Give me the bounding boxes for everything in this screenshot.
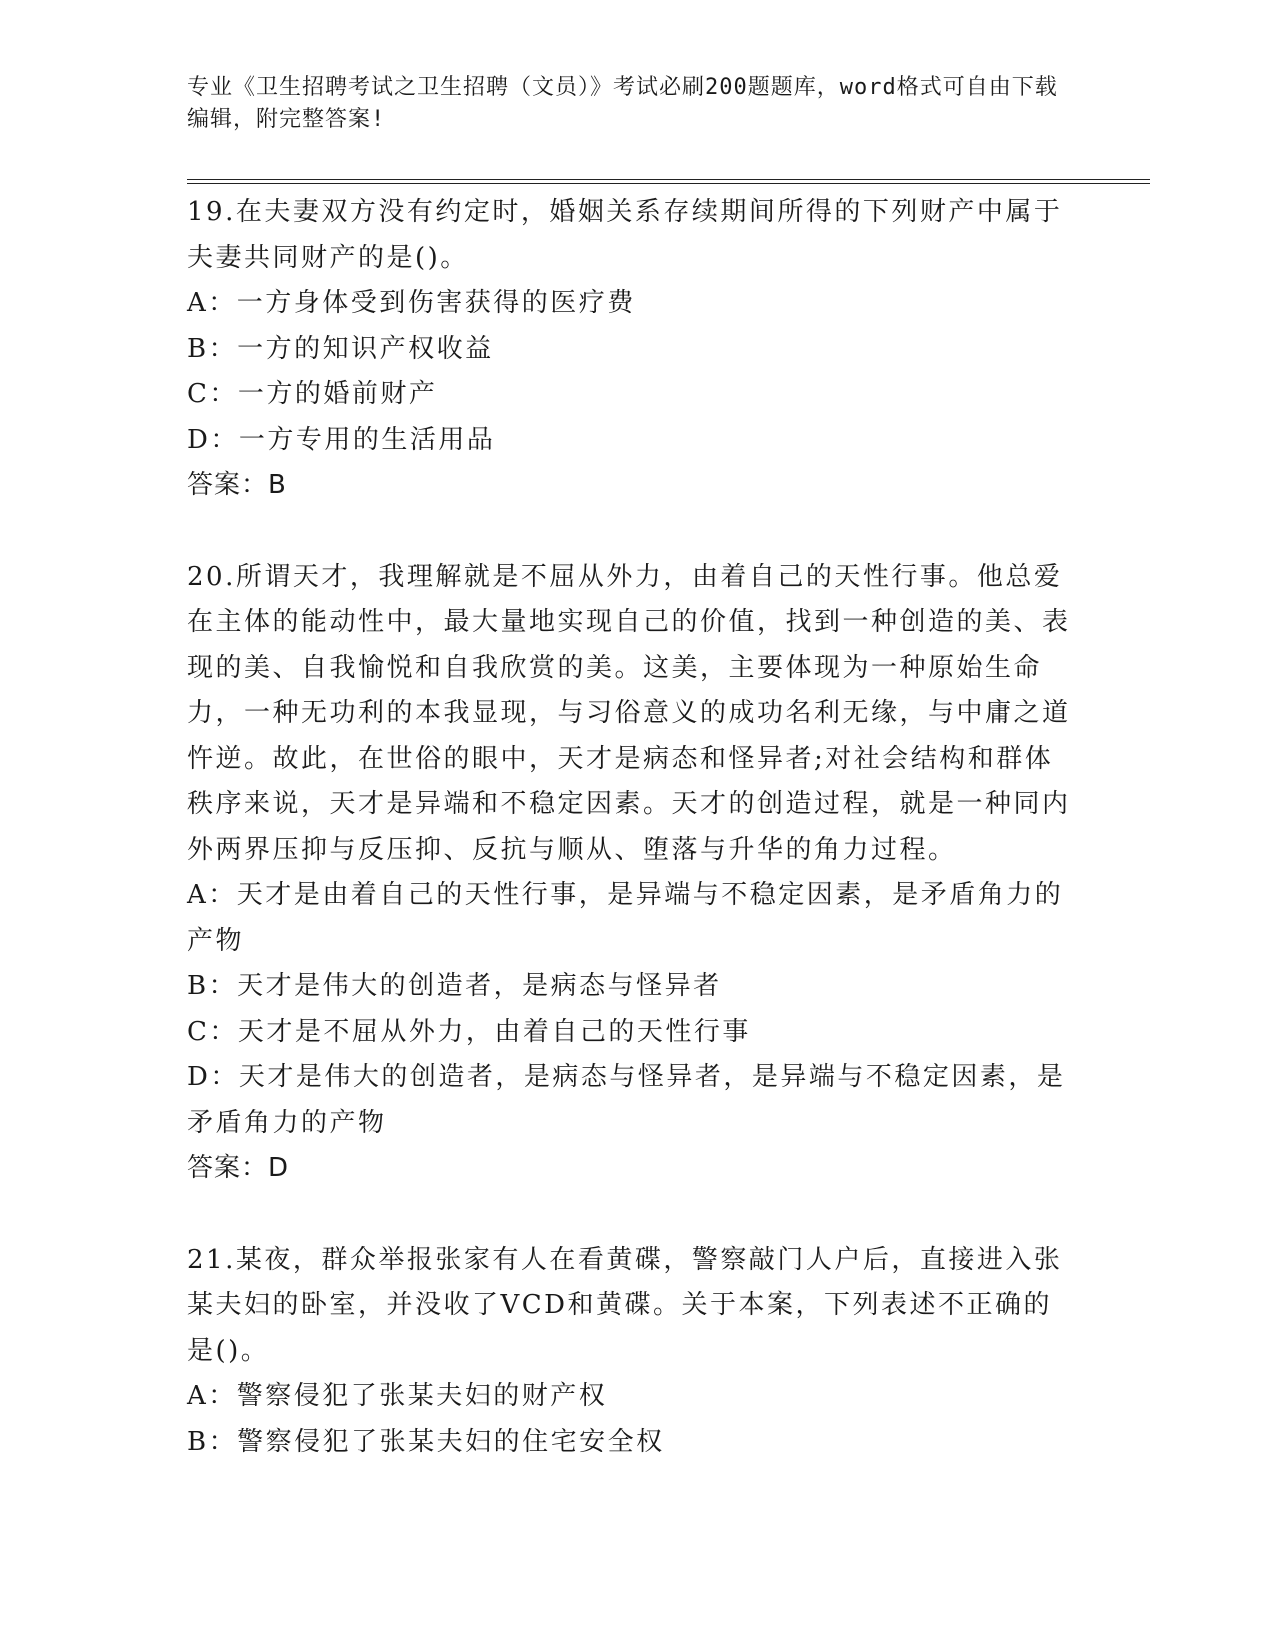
option-c: C：一方的婚前财产 bbox=[187, 379, 438, 409]
question-20 bbox=[187, 555, 1077, 1192]
option-b: B：一方的知识产权收益 bbox=[187, 333, 494, 364]
header-rule-bottom bbox=[187, 183, 1150, 184]
question-stem: 20.所谓天才，我理解就是不屈从外力，由着自己的天性行事。他总爱在主体的能动性中，最大量地实现自己的价值，找到一种创造的美、表现的美、自我愉悦和自我欣赏的美。这美，主要体现为一种原始生命力，一种无功利的本我显现，与习俗意义的成功名利无缘，与中庸之道忤逆。故此，在世俗的眼中，天才是病态和怪异者;对社会结构和群体秩序来说，天才是异端和不稳定因素。天才的创造过程，就是一种同内外两界压抑与反压抑、反抗与顺从、堕落与升华的角力过程。 bbox=[187, 561, 1071, 865]
header-rule-top bbox=[187, 179, 1150, 180]
question-stem: 19.在夫妻双方没有约定时，婚姻关系存续期间所得的下列财产中属于夫妻共同财产的是()。 bbox=[187, 197, 1063, 273]
question-19 bbox=[187, 190, 1077, 509]
option-b: B：警察侵犯了张某夫妇的住宅安全权 bbox=[187, 1426, 665, 1457]
answer-label: 答案：D bbox=[187, 1153, 290, 1183]
question-21 bbox=[187, 1238, 1077, 1466]
question-stem: 21.某夜，群众举报张家有人在看黄碟，警察敲门人户后，直接进入张某夫妇的卧室，并没收了VCD和黄碟。关于本案，下列表述不正确的是()。 bbox=[187, 1244, 1063, 1366]
option-a: A：一方身体受到伤害获得的医疗费 bbox=[187, 288, 636, 318]
answer-label: 答案：B bbox=[187, 470, 287, 500]
question-list bbox=[187, 190, 1077, 1511]
option-c: C：天才是不屈从外力，由着自己的天性行事 bbox=[187, 1016, 751, 1047]
option-a: A：天才是由着自己的天性行事，是异端与不稳定因素，是矛盾角力的产物 bbox=[187, 880, 1064, 956]
option-a: A：警察侵犯了张某夫妇的财产权 bbox=[187, 1381, 608, 1411]
option-d: D：天才是伟大的创造者，是病态与怪异者，是异端与不稳定因素，是矛盾角力的产物 bbox=[187, 1062, 1066, 1138]
page-header-title: 专业《卫生招聘考试之卫生招聘（文员）》考试必刷200题题库，word格式可自由下载编辑，附完整答案! bbox=[187, 75, 1058, 132]
option-d: D：一方专用的生活用品 bbox=[187, 424, 496, 455]
option-b: B：天才是伟大的创造者，是病态与怪异者 bbox=[187, 971, 722, 1001]
